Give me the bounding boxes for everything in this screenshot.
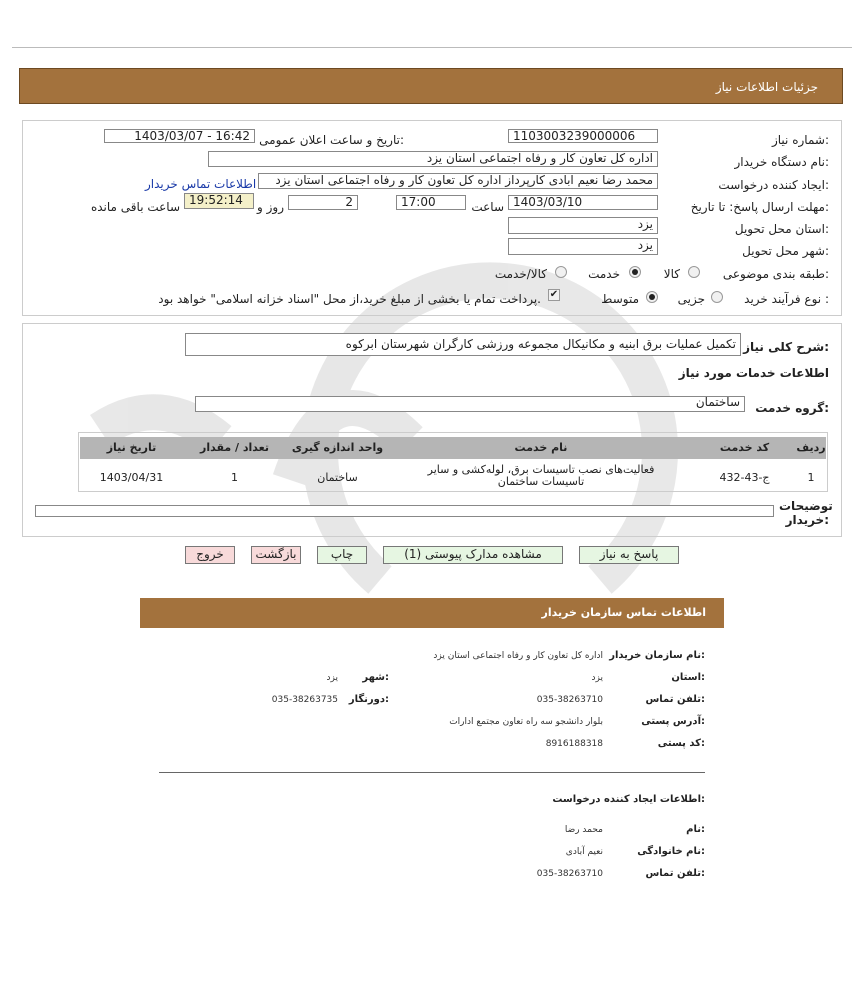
cell-date: 1403/04/31 — [99, 471, 164, 484]
category-radio-service[interactable] — [629, 266, 641, 278]
process-option-minor: جزیی — [677, 292, 705, 306]
days-label: روز و — [257, 200, 284, 214]
back-button[interactable]: بازگشت — [251, 546, 301, 564]
contact-address-value: بلوار دانشجو سه راه تعاون مجتمع ادارات — [449, 717, 603, 727]
category-label: طبقه بندی موضوعی: — [722, 267, 829, 281]
contact-fax-label: دورنگار: — [348, 694, 389, 705]
province-label: استان محل تحویل: — [734, 222, 829, 236]
cell-unit: ساختمان — [317, 471, 358, 484]
page-header — [19, 68, 843, 104]
buyer-org-label: نام دستگاه خریدار: — [734, 155, 829, 169]
buyer-notes-label: توضیحات خریدار: — [779, 499, 833, 527]
contact-org-value: اداره کل تعاون کار و رفاه اجتماعی استان یزد — [433, 651, 603, 661]
contact-phone-label: تلفن تماس: — [645, 694, 705, 705]
payment-note: پرداخت تمام یا بخشی از مبلغ خرید،از محل "اسناد خزانه اسلامی" خواهد بود. — [158, 292, 541, 306]
creator-field[interactable]: محمد رضا نعیم ابادی کارپرداز اداره کل تعاون کار و رفاه اجتماعی استان یزد — [258, 173, 658, 189]
requester-name-value: محمد رضا — [564, 825, 603, 835]
city-label: شهر محل تحویل: — [742, 244, 829, 258]
announce-label: تاریخ و ساعت اعلان عمومی: — [259, 133, 404, 147]
creator-label: ایجاد کننده درخواست: — [718, 178, 829, 192]
deadline-label: مهلت ارسال پاسخ: تا تاریخ: — [690, 200, 829, 214]
th-name: نام خدمت — [388, 437, 693, 459]
cell-row: 1 — [807, 471, 815, 484]
contact-phone-value: 035-38263710 — [536, 695, 603, 705]
th-date: تاریخ نیاز — [79, 437, 183, 459]
deadline-time-field[interactable]: 17:00 — [396, 195, 466, 210]
requester-phone-label: تلفن تماس: — [645, 868, 705, 879]
category-option-goods: کالا — [663, 267, 680, 281]
contact-postal-value: 8916188318 — [545, 739, 603, 749]
buyer-contact-link[interactable]: اطلاعات تماس خریدار — [145, 177, 257, 191]
city-field[interactable]: یزد — [508, 238, 658, 255]
category-radio-both[interactable] — [555, 266, 567, 278]
th-qty: تعداد / مقدار — [182, 437, 286, 459]
process-radio-medium[interactable] — [646, 291, 658, 303]
days-field[interactable]: 2 — [288, 195, 358, 210]
need-info-panel — [22, 120, 842, 316]
contact-title: اطلاعات تماس سازمان خریدار — [541, 606, 706, 619]
contact-fax-value: 035-38263735 — [271, 695, 338, 705]
requester-name-label: نام: — [686, 824, 705, 835]
province-field[interactable]: یزد — [508, 217, 658, 234]
contact-province-label: استان: — [671, 672, 705, 683]
attachments-button[interactable]: مشاهده مدارک پیوستی (1) — [383, 546, 563, 564]
exit-button[interactable]: خروج — [185, 546, 235, 564]
need-number-field[interactable]: 1103003239000006 — [508, 129, 658, 143]
treasury-checkbox[interactable]: ✔ — [549, 289, 559, 300]
process-label: نوع فرآیند خرید : — [744, 292, 829, 306]
contact-city-label: شهر: — [362, 672, 389, 683]
category-radio-goods[interactable] — [688, 266, 700, 278]
contact-address-label: آدرس پستی: — [641, 716, 705, 727]
contact-postal-label: کد پستی: — [657, 738, 705, 749]
services-heading: اطلاعات خدمات مورد نیاز — [678, 366, 829, 380]
need-number-label: شماره نیاز: — [771, 133, 829, 147]
th-unit: واحد اندازه گیری — [285, 437, 389, 459]
requester-phone-value: 035-38263710 — [536, 869, 603, 879]
contact-section-header — [140, 598, 724, 628]
contact-province-value: یزد — [591, 673, 603, 683]
services-table — [78, 432, 828, 492]
requester-family-label: نام خانوادگی: — [637, 846, 705, 857]
cell-name: فعالیت‌های نصب تاسیسات برق، لوله‌کشی و سایر تاسیسات ساختمان — [427, 463, 655, 488]
time-label: ساعت — [471, 200, 504, 214]
requester-family-value: نعیم آبادی — [565, 847, 603, 857]
remaining-label: ساعت باقی مانده — [90, 200, 180, 214]
summary-field[interactable]: تکمیل عملیات برق ابنیه و مکانیکال مجموعه ورزشی کارگران شهرستان ابرکوه — [185, 333, 741, 356]
print-button[interactable]: چاپ — [317, 546, 367, 564]
cell-qty: 1 — [231, 471, 238, 484]
group-field[interactable]: ساختمان — [195, 396, 745, 412]
buyer-org-field[interactable]: اداره کل تعاون کار و رفاه اجتماعی استان یزد — [208, 151, 658, 167]
deadline-date-field[interactable]: 1403/03/10 — [508, 195, 658, 210]
th-code: کد خدمت — [692, 437, 796, 459]
th-row: ردیف — [795, 437, 826, 459]
page-title: جزئیات اطلاعات نیاز — [715, 80, 818, 94]
announce-field[interactable]: 1403/03/07 - 16:42 — [104, 129, 255, 143]
remaining-time-field: 19:52:14 — [184, 193, 254, 209]
category-option-service: خدمت — [588, 267, 620, 281]
top-divider — [12, 47, 852, 48]
summary-label: شرح کلی نیاز: — [743, 340, 829, 354]
buyer-notes-field[interactable] — [35, 505, 774, 517]
category-option-both: کالا/خدمت — [494, 267, 547, 281]
reply-button[interactable]: پاسخ به نیاز — [579, 546, 679, 564]
group-label: گروه خدمت: — [755, 401, 829, 415]
cell-code: ج-43-432 — [719, 471, 770, 484]
requester-title: اطلاعات ایجاد کننده درخواست: — [552, 794, 705, 805]
contact-org-label: نام سازمان خریدار: — [609, 650, 705, 661]
process-option-medium: متوسط — [601, 292, 639, 306]
process-radio-minor[interactable] — [711, 291, 723, 303]
contact-divider — [159, 772, 705, 773]
contact-city-value: یزد — [326, 673, 338, 683]
